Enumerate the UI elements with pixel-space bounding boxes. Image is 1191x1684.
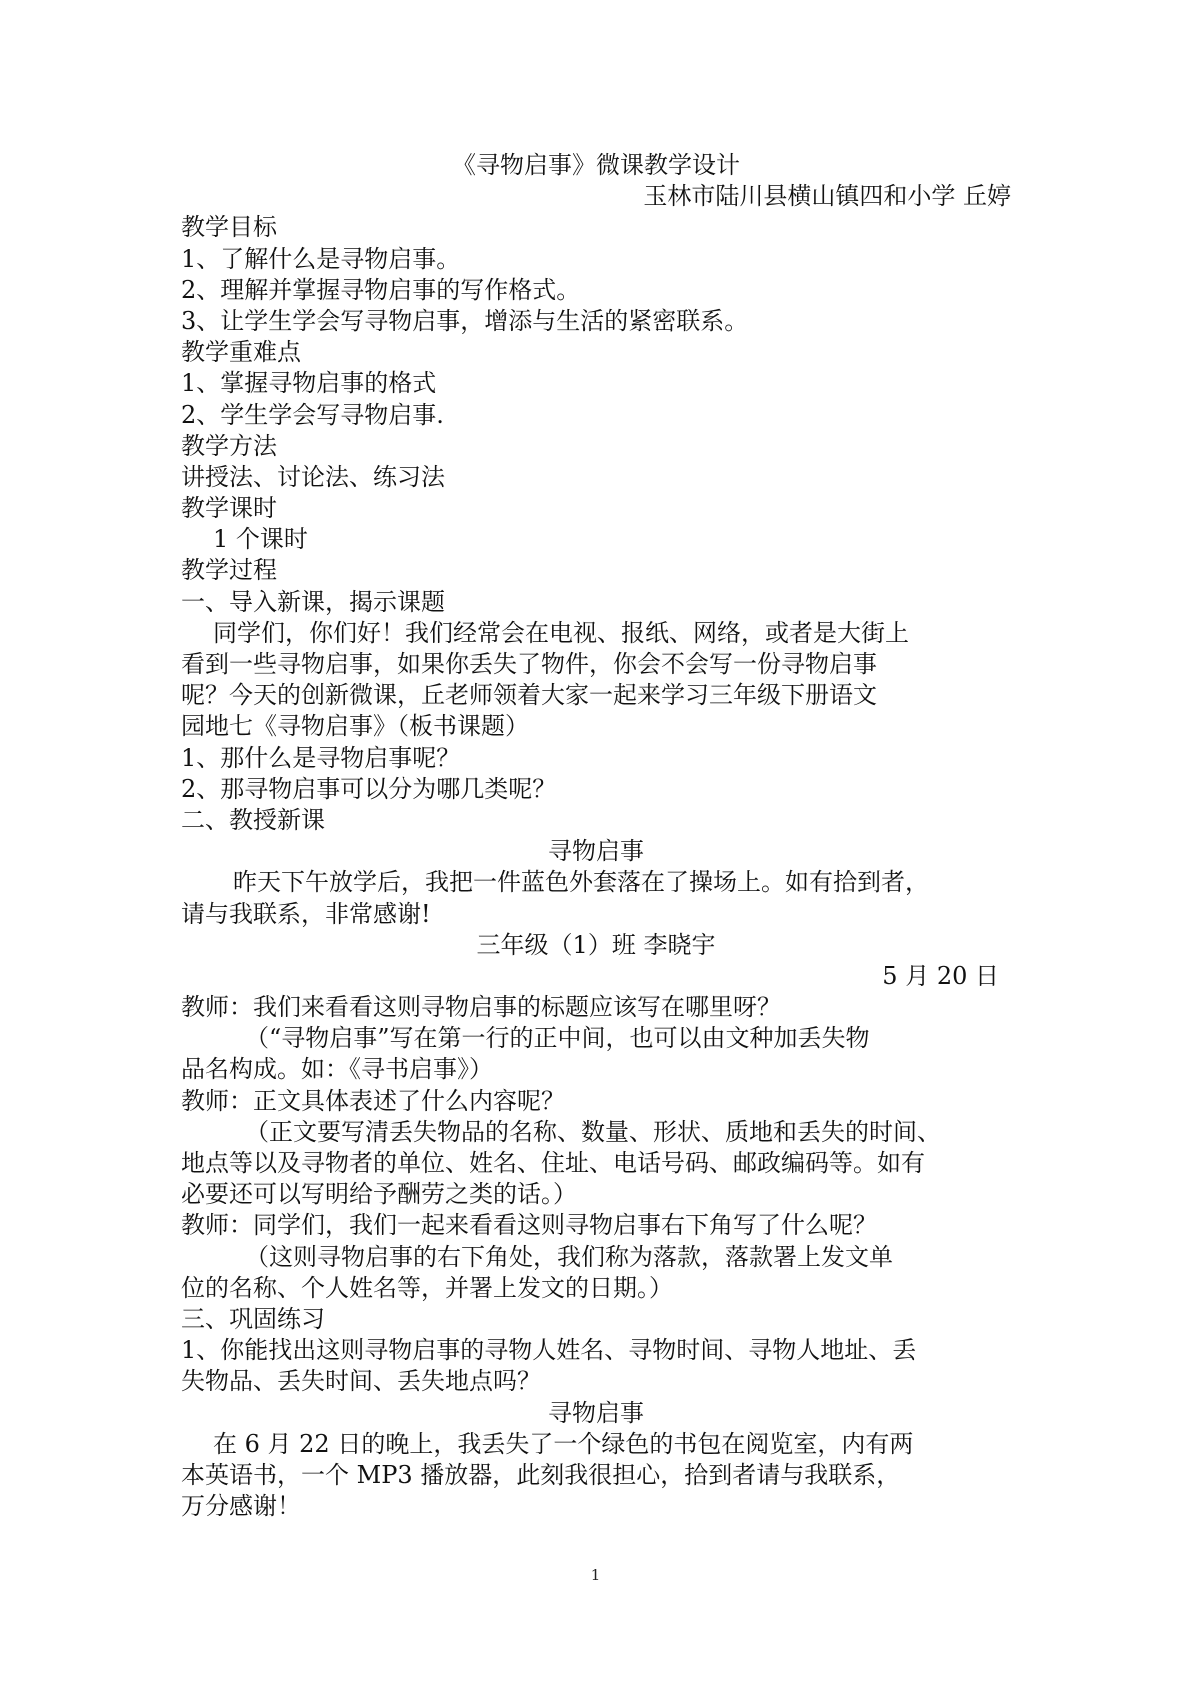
notice-body-line: 万分感谢！ [181,1492,301,1521]
notice-body-line: 本英语书，一个 MP3 播放器，此刻我很担心，拾到者请与我联系， [181,1460,901,1489]
notice-signature: 三年级（1）班 李晓宇 [476,930,716,959]
answer-line: （“寻物启事”写在第一行的正中间，也可以由文种加丢失物 [245,1024,870,1053]
hours-text: 1 个课时 [213,525,308,554]
key-point-item: 2、学生学会写寻物启事. [181,400,444,429]
page-number: 1 [590,1566,601,1584]
section-heading: 三、巩固练习 [181,1304,325,1333]
paragraph-line: 看到一些寻物启事，如果你丢失了物件，你会不会写一份寻物启事 [181,650,877,678]
answer-line: 位的名称、个人姓名等，并署上发文的日期。） [181,1273,673,1302]
document-title: 《寻物启事》微课教学设计 [452,151,740,179]
heading-hours: 教学课时 [181,494,277,523]
heading-key-points: 教学重难点 [181,338,301,367]
paragraph-line: 同学们，你们好！我们经常会在电视、报纸、网络，或者是大街上 [213,618,909,647]
section-heading: 一、导入新课，揭示课题 [181,587,445,616]
teacher-question: 教师：我们来看看这则寻物启事的标题应该写在哪里呀？ [181,993,781,1022]
teacher-question: 教师：同学们，我们一起来看看这则寻物启事右下角写了什么呢？ [181,1211,877,1240]
goal-item: 1、了解什么是寻物启事。 [181,244,461,273]
notice-title: 寻物启事 [548,837,644,866]
heading-methods: 教学方法 [181,431,277,460]
notice-body-line: 请与我联系，非常感谢! [181,899,431,928]
author-line: 玉林市陆川县横山镇四和小学 丘婷 [643,182,1011,211]
question-item: 2、那寻物启事可以分为哪几类呢？ [181,774,557,803]
paragraph-line: 呢？今天的创新微课，丘老师领着大家一起来学习三年级下册语文 [181,681,877,710]
notice-title: 寻物启事 [548,1398,644,1427]
notice-body-line: 在 6 月 22 日的晚上，我丢失了一个绿色的书包在阅览室，内有两 [213,1429,914,1458]
exercise-line: 1、你能找出这则寻物启事的寻物人姓名、寻物时间、寻物人地址、丢 [181,1336,917,1365]
answer-line: （这则寻物启事的右下角处，我们称为落款，落款署上发文单 [245,1242,893,1271]
exercise-line: 失物品、丢失时间、丢失地点吗？ [181,1367,541,1396]
paragraph-line: 园地七《寻物启事》（板书课题） [181,712,529,741]
question-item: 1、那什么是寻物启事呢？ [181,743,461,772]
answer-line: 必要还可以写明给予酬劳之类的话。） [181,1180,577,1209]
heading-process: 教学过程 [181,556,277,585]
teacher-question: 教师：正文具体表述了什么内容呢？ [181,1086,565,1115]
methods-text: 讲授法、讨论法、练习法 [181,462,445,491]
answer-line: 地点等以及寻物者的单位、姓名、住址、电话号码、邮政编码等。如有 [181,1149,925,1177]
heading-goals: 教学目标 [181,213,277,242]
document-body [181,150,1011,1522]
notice-date: 5 月 20 日 [882,961,999,990]
notice-body-line: 昨天下午放学后，我把一件蓝色外套落在了操场上。如有拾到者， [233,868,929,897]
answer-line: （正文要写清丢失物品的名称、数量、形状、质地和丢失的时间、 [245,1117,941,1146]
goal-item: 2、理解并掌握寻物启事的写作格式。 [181,275,581,304]
key-point-item: 1、掌握寻物启事的格式 [181,369,437,398]
goal-item: 3、让学生学会写寻物启事，增添与生活的紧密联系。 [181,306,749,335]
section-heading: 二、教授新课 [181,805,325,834]
answer-line: 品名构成。如：《寻书启事》） [181,1055,493,1084]
